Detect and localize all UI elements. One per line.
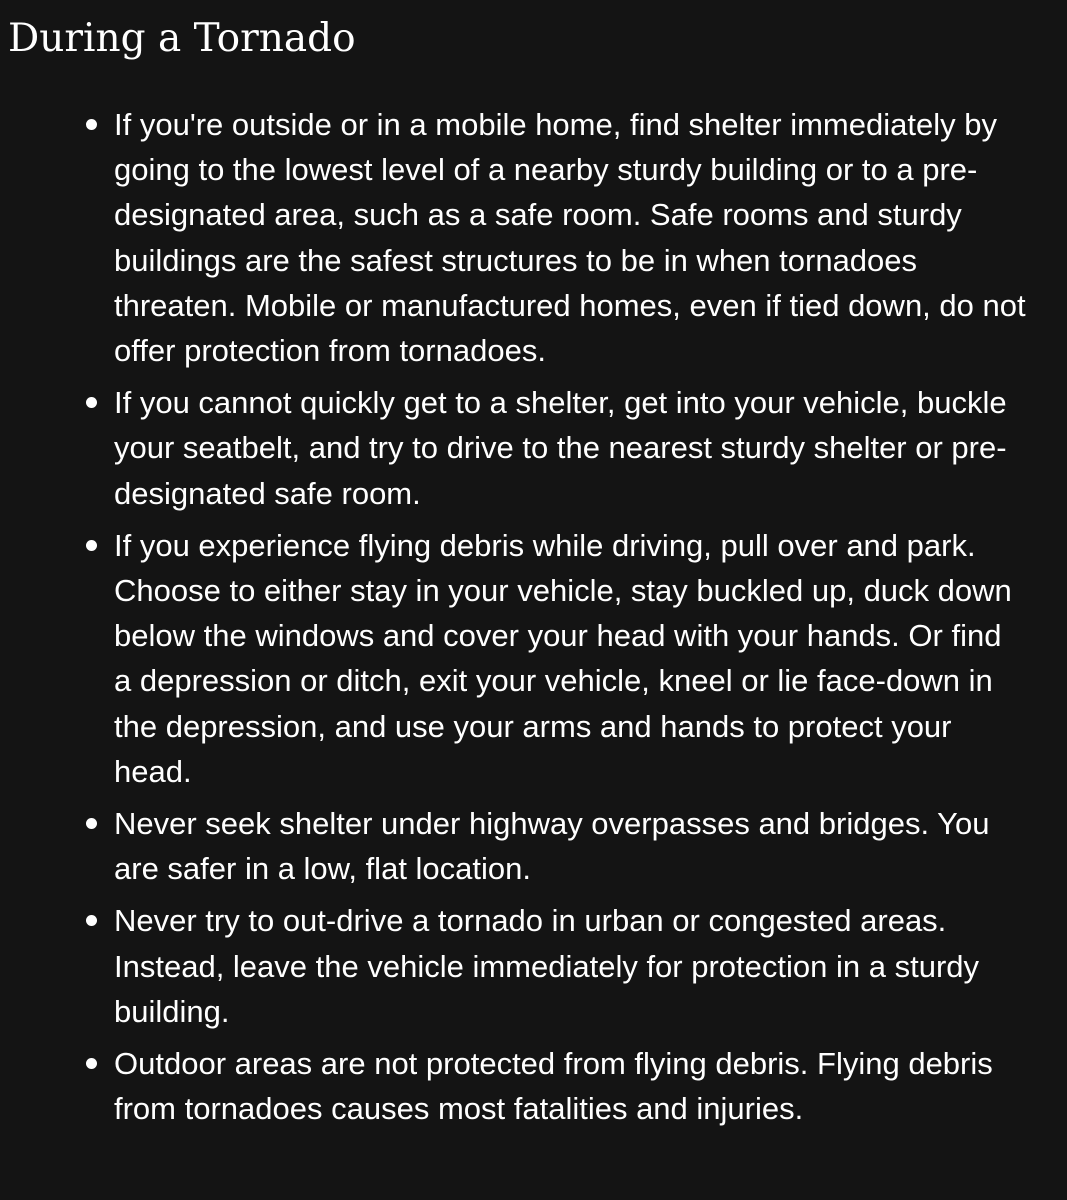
- tornado-tips-list: [8, 102, 1067, 1131]
- bullet-icon: [86, 915, 97, 926]
- list-item-text: Never try to out-drive a tornado in urban or congested areas. Instead, leave the vehicle immediately for protection in a sturdy building.: [114, 903, 980, 1029]
- list-item: [8, 102, 1067, 373]
- bullet-icon: [86, 818, 97, 829]
- list-item: [8, 380, 1067, 516]
- bullet-icon: [86, 119, 97, 130]
- list-item: [8, 1041, 1067, 1131]
- bullet-icon: [86, 1058, 97, 1069]
- list-item-text: If you're outside or in a mobile home, find shelter immediately by going to the lowest level of a nearby sturdy building or to a pre-designated area, such as a safe room. Safe rooms and sturdy buildings are the safest structures to be in when tornadoes threaten. Mobile or manufactured homes, even if tied down, do not offer protection from tornadoes.: [114, 107, 1026, 369]
- page-title: During a Tornado: [8, 16, 356, 61]
- list-item: [8, 898, 1067, 1034]
- bullet-icon: [86, 397, 97, 408]
- list-item: [8, 523, 1067, 794]
- list-item-text: If you experience flying debris while driving, pull over and park. Choose to either stay in your vehicle, stay buckled up, duck down below the windows and cover your head with your hands. Or find a depression or ditch, exit your vehicle, kneel or lie face-down in the depression, and use your arms and hands to protect your head.: [114, 527, 1012, 789]
- list-item-text: If you cannot quickly get to a shelter, get into your vehicle, buckle your seatbelt, and try to drive to the nearest sturdy shelter or pre-designated safe room.: [114, 385, 1007, 511]
- list-item: [8, 801, 1067, 891]
- bullet-icon: [86, 540, 97, 551]
- list-item-text: Outdoor areas are not protected from flying debris. Flying debris from tornadoes causes most fatalities and injuries.: [114, 1046, 993, 1127]
- list-item-text: Never seek shelter under highway overpasses and bridges. You are safer in a low, flat location.: [114, 806, 990, 887]
